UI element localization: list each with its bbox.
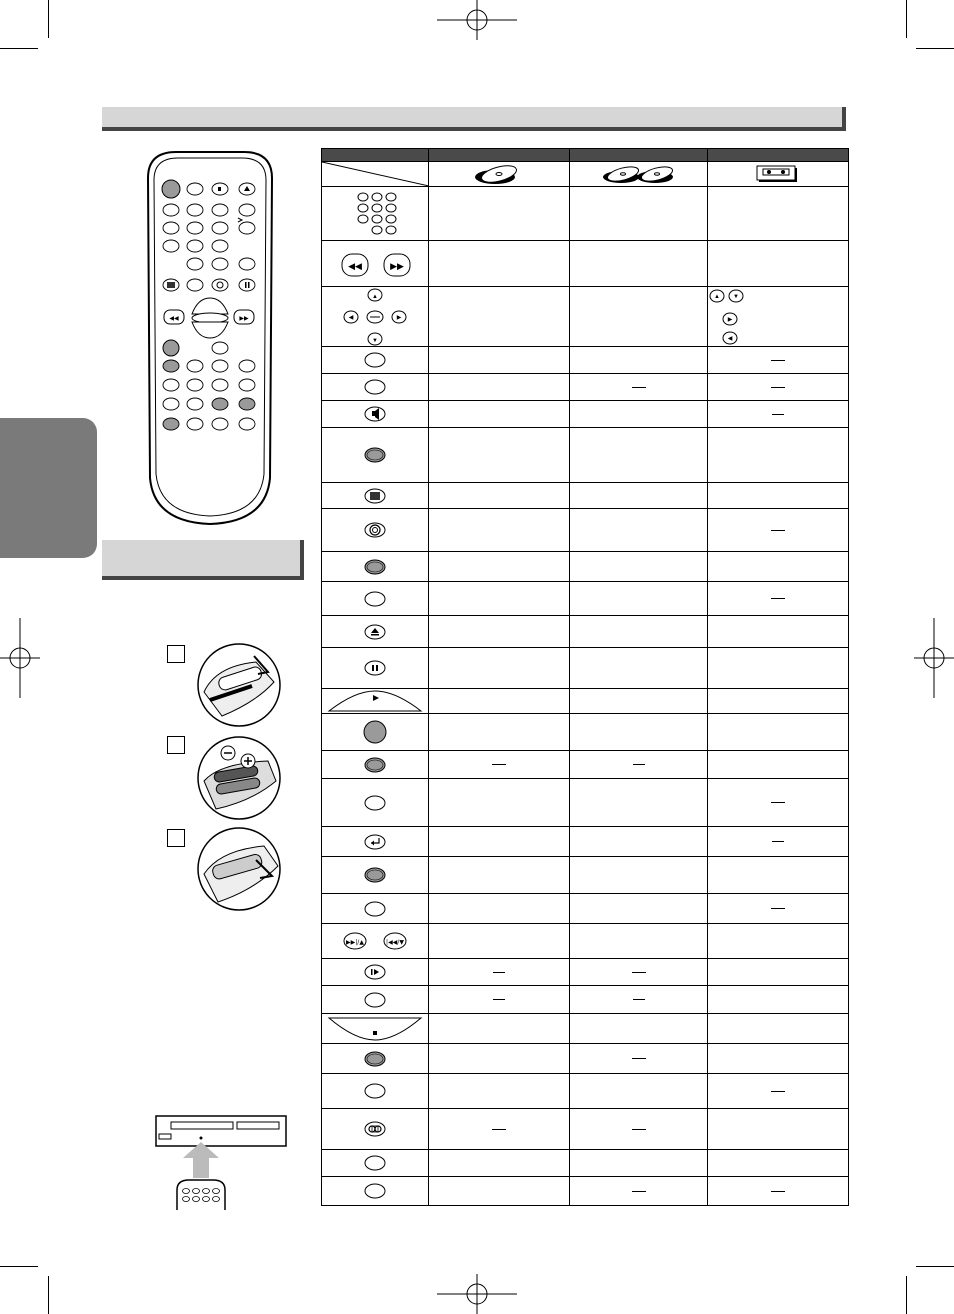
vcr-cell (708, 509, 849, 552)
cd-cell (570, 1074, 708, 1109)
table-row (322, 1074, 849, 1109)
svg-text:◀: ◀ (727, 335, 733, 342)
dvd-cell (429, 1177, 570, 1206)
dvd-cell (429, 1074, 570, 1109)
svg-text:▲: ▲ (372, 293, 378, 300)
cd-cell (570, 751, 708, 779)
oval-white-button-icon (360, 376, 390, 398)
cd-cell (570, 401, 708, 428)
button-cell-skip-pair (322, 924, 429, 959)
header-cell-button (322, 149, 429, 162)
svg-text:▶▶: ▶▶ (390, 261, 404, 272)
button-cell-oval-white (322, 374, 429, 401)
vcr-cell (708, 401, 849, 428)
vcr-cell (708, 1109, 849, 1150)
table-row (322, 986, 849, 1014)
dvd-cell (429, 428, 570, 483)
dvd-column-header (429, 162, 570, 187)
table-row (322, 374, 849, 401)
dvd-cell (429, 483, 570, 509)
oval-white-button-icon (360, 898, 390, 920)
vcr-cell (708, 347, 849, 374)
vcr-column-header (708, 162, 849, 187)
section-side-tab (0, 418, 97, 558)
button-cell-oval-gray (322, 1044, 429, 1074)
not-available-dash (771, 360, 785, 361)
button-cell-eject (322, 616, 429, 648)
number-keypad-button-icon (340, 189, 410, 239)
vcr-cell (708, 779, 849, 827)
crop-mark (0, 1266, 38, 1267)
button-cell-oval-gray (322, 552, 429, 582)
step-2-box (167, 736, 185, 754)
table-row (322, 751, 849, 779)
button-cell-oval-white (322, 582, 429, 616)
vcr-cell (708, 616, 849, 648)
vcr-cell (708, 689, 849, 714)
vcr-cell (708, 894, 849, 924)
oval-white-button-icon (360, 792, 390, 814)
crop-mark (916, 1266, 954, 1267)
vhs-cassette-icon (755, 164, 801, 184)
vcr-cell (708, 241, 849, 287)
dvd-cell (429, 1150, 570, 1177)
vcr-cell (708, 1177, 849, 1206)
player-front-panel-illustration (155, 1114, 287, 1210)
dvd-cell (429, 648, 570, 689)
dvd-disc-icon (469, 163, 529, 185)
table-row (322, 187, 849, 241)
crop-mark (906, 0, 907, 38)
battery-cover-close-illustration (196, 826, 282, 912)
button-cell-play-large (322, 689, 429, 714)
button-cell-oval-white (322, 347, 429, 374)
button-cell-return (322, 827, 429, 857)
not-available-dash (632, 1191, 646, 1192)
vcr-cell (708, 857, 849, 894)
table-row (322, 714, 849, 751)
vcr-cell (708, 483, 849, 509)
registration-mark-top (437, 0, 517, 40)
table-row (322, 1177, 849, 1206)
svg-text:◀: ◀ (348, 314, 354, 321)
eject-button-icon (360, 621, 390, 643)
svg-text:◀◀: ◀◀ (169, 316, 179, 322)
cd-cell (570, 857, 708, 894)
not-available-dash (632, 387, 646, 388)
dvd-cell (429, 1014, 570, 1044)
svg-text:▶: ▶ (396, 314, 402, 321)
dvd-cell (429, 582, 570, 616)
button-cell-number-keypad (322, 187, 429, 241)
not-available-dash (632, 1129, 646, 1130)
table-row (322, 401, 849, 428)
dvd-cell (429, 374, 570, 401)
vcr-cell (708, 287, 849, 347)
svg-text:▶▶|/▲: ▶▶|/▲ (346, 939, 364, 946)
registration-mark-right (914, 618, 954, 698)
vcr-cell (708, 648, 849, 689)
dvd-cell (429, 894, 570, 924)
cd-cell (570, 827, 708, 857)
cd-cell (570, 924, 708, 959)
table-row (322, 894, 849, 924)
button-cell-cursor-pad (322, 287, 429, 347)
svg-text:▶▶: ▶▶ (239, 316, 249, 322)
table-row (322, 827, 849, 857)
dvd-cell (429, 552, 570, 582)
table-row (322, 924, 849, 959)
stop-large-button-icon (325, 1016, 425, 1042)
cd-cell (570, 1177, 708, 1206)
dvd-cell (429, 689, 570, 714)
dvd-cell (429, 857, 570, 894)
not-available-dash (633, 999, 645, 1000)
table-row (322, 1014, 849, 1044)
button-cell-stop-large (322, 1014, 429, 1044)
dvd-cell (429, 241, 570, 287)
oval-white-button-icon (360, 989, 390, 1011)
stop-square-button-icon (360, 485, 390, 507)
table-row (322, 483, 849, 509)
oval-white-button-icon (360, 588, 390, 610)
oval-gray-button-icon (360, 556, 390, 578)
cd-cell (570, 714, 708, 751)
vcr-cursor-buttons (708, 288, 847, 346)
cd-disc-pair-icon (599, 163, 679, 185)
rewind-ffwd-button-icon (330, 246, 420, 282)
button-cell-speaker (322, 401, 429, 428)
crop-mark (0, 48, 38, 49)
not-available-dash (771, 598, 785, 599)
repeat-button-icon (360, 1118, 390, 1140)
dvd-cell (429, 1109, 570, 1150)
step-3-box (167, 829, 185, 847)
cd-cell (570, 347, 708, 374)
svg-text:▼: ▼ (372, 337, 378, 344)
registration-mark-bottom (437, 1274, 517, 1314)
not-available-dash (633, 764, 645, 765)
vcr-cell (708, 959, 849, 986)
table-row (322, 241, 849, 287)
dvd-cell (429, 347, 570, 374)
vcr-cell (708, 986, 849, 1014)
not-available-dash (632, 1058, 646, 1059)
not-available-dash (771, 1091, 785, 1092)
cd-cell (570, 616, 708, 648)
button-cell-pause (322, 648, 429, 689)
cd-cell (570, 552, 708, 582)
table-row (322, 347, 849, 374)
crop-mark (48, 0, 49, 38)
table-row (322, 779, 849, 827)
oval-gray-button-icon (360, 754, 390, 776)
cd-cell (570, 582, 708, 616)
vcr-cell (708, 751, 849, 779)
cd-cell (570, 483, 708, 509)
table-row (322, 689, 849, 714)
table-row (322, 959, 849, 986)
oval-gray-button-icon (360, 864, 390, 886)
oval-white-button-icon (360, 1152, 390, 1174)
not-available-dash (772, 414, 784, 415)
dvd-cell (429, 924, 570, 959)
battery-insert-illustration (196, 735, 282, 821)
oval-white-button-icon (360, 1180, 390, 1202)
vcr-cell (708, 1074, 849, 1109)
cd-cell (570, 648, 708, 689)
skip-pair-button-icon (330, 927, 420, 955)
table-row (322, 857, 849, 894)
not-available-dash (771, 908, 785, 909)
vcr-cell (708, 187, 849, 241)
cd-cell (570, 779, 708, 827)
pause-button-icon (360, 657, 390, 679)
not-available-dash (492, 764, 506, 765)
dvd-cell (429, 1044, 570, 1074)
button-cell-oval-white (322, 1177, 429, 1206)
not-available-dash (771, 387, 785, 388)
dvd-cell (429, 959, 570, 986)
return-button-icon (360, 831, 390, 853)
cd-cell (570, 1014, 708, 1044)
cd-cell (570, 428, 708, 483)
table-row (322, 509, 849, 552)
not-available-dash (493, 972, 505, 973)
cd-cell (570, 986, 708, 1014)
button-cell-oval-white (322, 1150, 429, 1177)
vcr-cell (708, 827, 849, 857)
cd-cell (570, 509, 708, 552)
slow-button-icon (360, 961, 390, 983)
dvd-cell (429, 401, 570, 428)
page-header-bar (102, 107, 846, 131)
table-row (322, 648, 849, 689)
oval-gray-button-icon (360, 444, 390, 466)
svg-text:◀◀: ◀◀ (348, 261, 362, 272)
vcr-cell (708, 552, 849, 582)
cd-cell (570, 1109, 708, 1150)
button-cell-repeat (322, 1109, 429, 1150)
svg-text:▲: ▲ (714, 293, 720, 300)
svg-text:|◀◀/▼: |◀◀/▼ (386, 939, 404, 946)
section-header-bar (102, 540, 304, 580)
table-row (322, 1109, 849, 1150)
dvd-cell (429, 714, 570, 751)
dvd-cell (429, 187, 570, 241)
vcr-cell (708, 428, 849, 483)
vcr-cell (708, 582, 849, 616)
not-available-dash (771, 802, 785, 803)
cd-cell (570, 374, 708, 401)
button-cell-oval-gray (322, 857, 429, 894)
dvd-cell (429, 287, 570, 347)
button-cell-record-circle (322, 509, 429, 552)
function-table (321, 148, 849, 1206)
cd-cell (570, 959, 708, 986)
cd-cell (570, 287, 708, 347)
table-row (322, 428, 849, 483)
not-available-dash (771, 1191, 785, 1192)
dvd-cell (429, 509, 570, 552)
button-cell-oval-gray (322, 428, 429, 483)
vcr-cell (708, 1014, 849, 1044)
table-row (322, 287, 849, 347)
button-cell-round-gray (322, 714, 429, 751)
cd-cell (570, 689, 708, 714)
vcr-cell (708, 1150, 849, 1177)
button-cell-oval-white (322, 779, 429, 827)
svg-text:▶: ▶ (727, 316, 733, 323)
dvd-cell (429, 986, 570, 1014)
not-available-dash (771, 530, 785, 531)
header-cell-dvd (429, 149, 570, 162)
not-available-dash (493, 999, 505, 1000)
table-row (322, 582, 849, 616)
dvd-cell (429, 827, 570, 857)
not-available-dash (772, 841, 784, 842)
button-cell-stop-square (322, 483, 429, 509)
crop-mark (48, 1276, 49, 1314)
dvd-cell (429, 751, 570, 779)
not-available-dash (632, 972, 646, 973)
vcr-cell (708, 374, 849, 401)
crop-mark (906, 1276, 907, 1314)
dvd-cell (429, 616, 570, 648)
vcr-cell (708, 714, 849, 751)
battery-cover-open-illustration (196, 642, 282, 728)
cd-cell (570, 894, 708, 924)
button-cell-oval-white (322, 986, 429, 1014)
button-cell-oval-white (322, 894, 429, 924)
button-cell-oval-gray (322, 751, 429, 779)
button-cell-rewind-ffwd (322, 241, 429, 287)
dvd-cell (429, 779, 570, 827)
oval-gray-button-icon (360, 1048, 390, 1070)
header-cell-cd (570, 149, 708, 162)
vcr-cell (708, 924, 849, 959)
cd-cell (570, 241, 708, 287)
cursor-pad-button-icon (330, 288, 420, 346)
cd-column-header (570, 162, 708, 187)
cd-cell (570, 1044, 708, 1074)
step-1-box (167, 645, 185, 663)
oval-white-button-icon (360, 1080, 390, 1102)
table-row (322, 1150, 849, 1177)
button-cell-slow (322, 959, 429, 986)
vcr-cell (708, 1044, 849, 1074)
svg-text:▼: ▼ (733, 293, 739, 300)
round-gray-button-icon (360, 717, 390, 747)
cd-cell (570, 187, 708, 241)
header-cell-vcr (708, 149, 849, 162)
crop-mark (916, 48, 954, 49)
cd-cell (570, 1150, 708, 1177)
table-row (322, 1044, 849, 1074)
registration-mark-left (0, 618, 40, 698)
play-large-button-icon (325, 689, 425, 713)
table-row (322, 552, 849, 582)
record-circle-button-icon (360, 519, 390, 541)
oval-white-button-icon (360, 349, 390, 371)
not-available-dash (492, 1129, 506, 1130)
remote-control-illustration (140, 148, 280, 528)
header-corner-cell (322, 162, 429, 187)
table-row (322, 616, 849, 648)
button-cell-oval-white (322, 1074, 429, 1109)
speaker-button-icon (360, 403, 390, 425)
